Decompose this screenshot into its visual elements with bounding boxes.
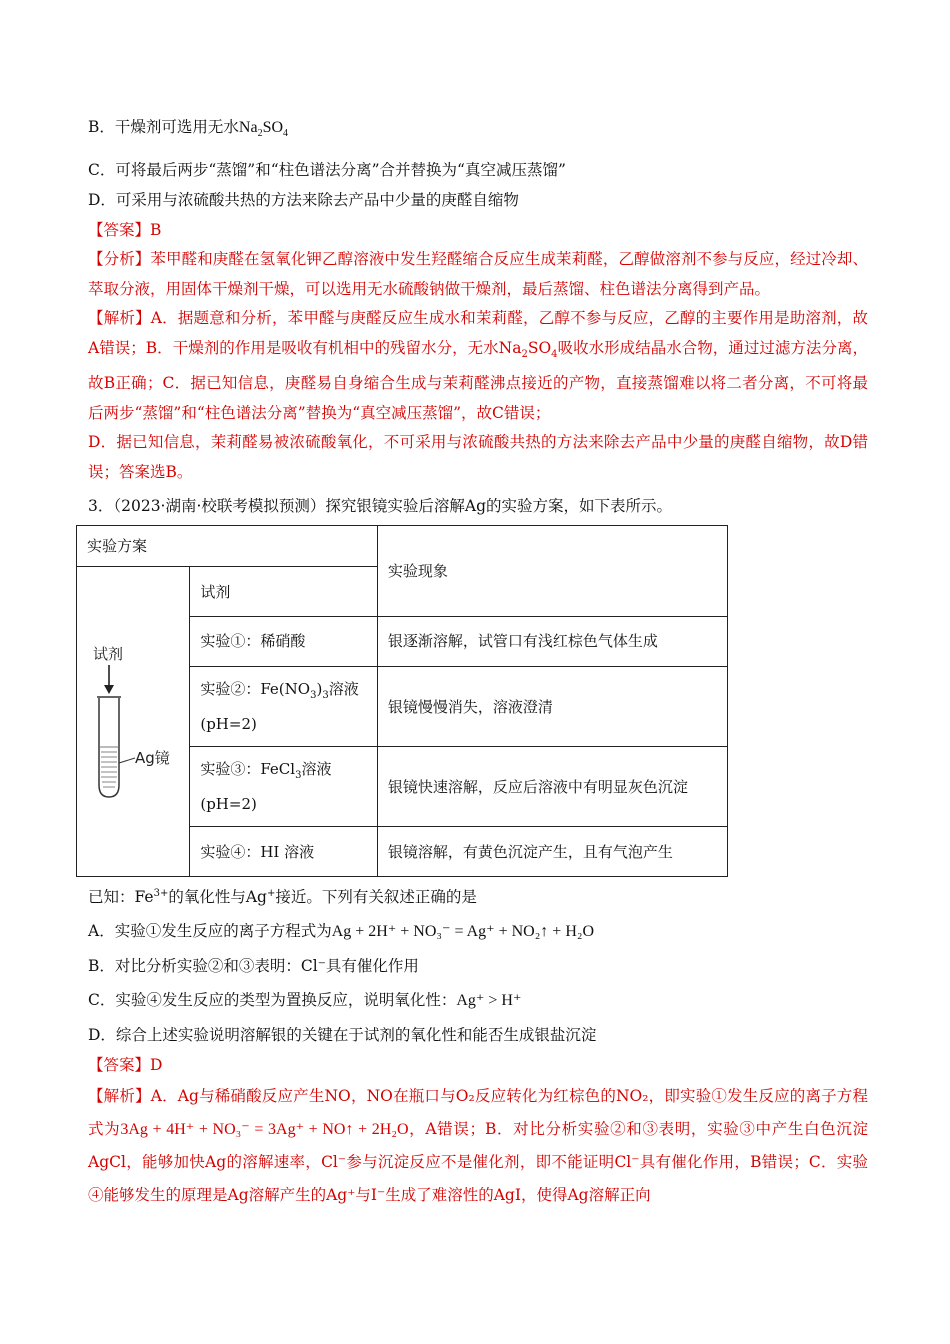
- header-reagent: 试剂: [190, 567, 378, 617]
- prev-explanation-d: D．据已知信息，茉莉醛易被浓硫酸氧化，不可采用与浓硫酸共热的方法来除去产品中少量的庚醛自缩物，故D错误；答案选B。: [88, 433, 868, 481]
- phenomenon-3: 银镜快速溶解，反应后溶液中有明显灰色沉淀: [377, 747, 727, 827]
- prev-explanation: 【解析】A．据题意和分析，苯甲醛与庚醛反应生成水和茉莉醛，乙醇不参与反应，乙醇的主要作用是助溶剂，故A错误；B．干燥剂的作用是吸收有机相中的残留水分，无水$Na_2SO_4$吸收水形成结晶水合物，通过过滤方法分离，故B正确；C．据已知信息，庚醛易自身缩合生成与茉莉醛沸点接近的产物，直接蒸馏难以将二者分离，不可将最后两步“蒸馏”和“柱色谱法分离”替换为“真空减压蒸馏”，故C错误；: [88, 309, 868, 422]
- phenomenon-2: 银镜慢慢消失，溶液澄清: [377, 666, 727, 746]
- equation-a: Ag + 2H⁺ + NO₃⁻ = Ag⁺ + NO₂↑ + H₂O: [331, 923, 594, 941]
- header-phenomenon: 实验现象: [377, 526, 727, 617]
- option-d: D．综合上述实验说明溶解银的关键在于试剂的氧化性和能否生成银盐沉淀: [88, 1026, 597, 1045]
- phenomenon-4: 银镜溶解，有黄色沉淀产生，且有气泡产生: [377, 827, 727, 877]
- known-info: 已知：$Fe^{3+}$的氧化性与Ag+接近。下列有关叙述正确的是: [88, 888, 477, 907]
- prev-answer: 【答案】B: [88, 221, 162, 240]
- prev-option-d: D．可采用与浓硫酸共热的方法来除去产品中少量的庚醛自缩物: [88, 191, 519, 210]
- experiment-table: [76, 525, 728, 877]
- reagent-4: 实验④：HI 溶液: [190, 827, 378, 877]
- test-tube-diagram: [77, 567, 189, 867]
- diagram-label-reagent: 试剂: [93, 645, 124, 664]
- reagent-2: 实验②：$Fe(NO_3)_3$溶液(pH=2): [190, 666, 378, 746]
- phenomenon-1: 银逐渐溶解，试管口有浅红棕色气体生成: [377, 617, 727, 667]
- formula-na2so4: $Na_2SO_4$: [238, 119, 289, 140]
- option-c: C．实验④发生反应的类型为置换反应，说明氧化性：Ag⁺ > H⁺: [88, 991, 522, 1010]
- option-a: A．实验①发生反应的离子方程式为Ag + 2H⁺ + NO₃⁻ = Ag⁺ + NO₂↑ + H₂O: [88, 922, 594, 941]
- equation-c: Ag⁺ > H⁺: [456, 992, 522, 1010]
- diagram-label-mirror: Ag镜: [135, 749, 170, 768]
- equation-explain: 3Ag + 4H⁺ + NO₃⁻ = 3Ag⁺ + NO↑ + 2H₂O: [120, 1121, 409, 1139]
- solution-hatching: [100, 747, 118, 787]
- answer: 【答案】D: [88, 1056, 163, 1075]
- explanation: 【解析】A．Ag与稀硝酸反应产生NO，NO在瓶口与O₂反应转化为红棕色的NO₂，即实验①发生反应的离子方程式为3Ag + 4H⁺ + NO₃⁻ = 3Ag⁺ + NO↑ + 2H₂O，A错误；B．对比分析实验②和③表明，实验③中产生白色沉淀AgCl，能够加快Ag的溶解速率，Cl⁻参与沉淀反应不是催化剂，即不能证明Cl⁻具有催化作用，B错误；C．实验④能够发生的原理是Ag溶解产生的Ag⁺与I⁻生成了难溶性的AgI，使得Ag溶解正向: [88, 1087, 868, 1205]
- prev-option-b: B．干燥剂可选用无水$Na_2SO_4$: [88, 118, 289, 140]
- document-page: [88, 112, 868, 1212]
- prev-analysis: 【分析】苯甲醛和庚醛在氢氧化钾乙醇溶液中发生羟醛缩合反应生成茉莉醛，乙醇做溶剂不参与反应，经过冷却、萃取分液，用固体干燥剂干燥，可以选用无水硫酸钠做干燥剂，最后蒸馏、柱色谱法分离得到产品。: [88, 250, 868, 298]
- option-b: B．对比分析实验②和③表明：Cl⁻具有催化作用: [88, 957, 419, 976]
- header-plan: 实验方案: [77, 526, 378, 567]
- mirror-pointer: [119, 758, 135, 763]
- test-tube-diagram-cell: [77, 567, 190, 877]
- reagent-arrow-head: [104, 685, 114, 694]
- question-3-stem: 3．（2023·湖南·校联考模拟预测）探究银镜实验后溶解Ag的实验方案，如下表所示。: [88, 497, 673, 516]
- reagent-1: 实验①：稀硝酸: [190, 617, 378, 667]
- prev-option-c: C．可将最后两步“蒸馏”和“柱色谱法分离”合并替换为“真空减压蒸馏”: [88, 161, 566, 180]
- reagent-3: 实验③：FeCl$_3$溶液(pH=2): [190, 747, 378, 827]
